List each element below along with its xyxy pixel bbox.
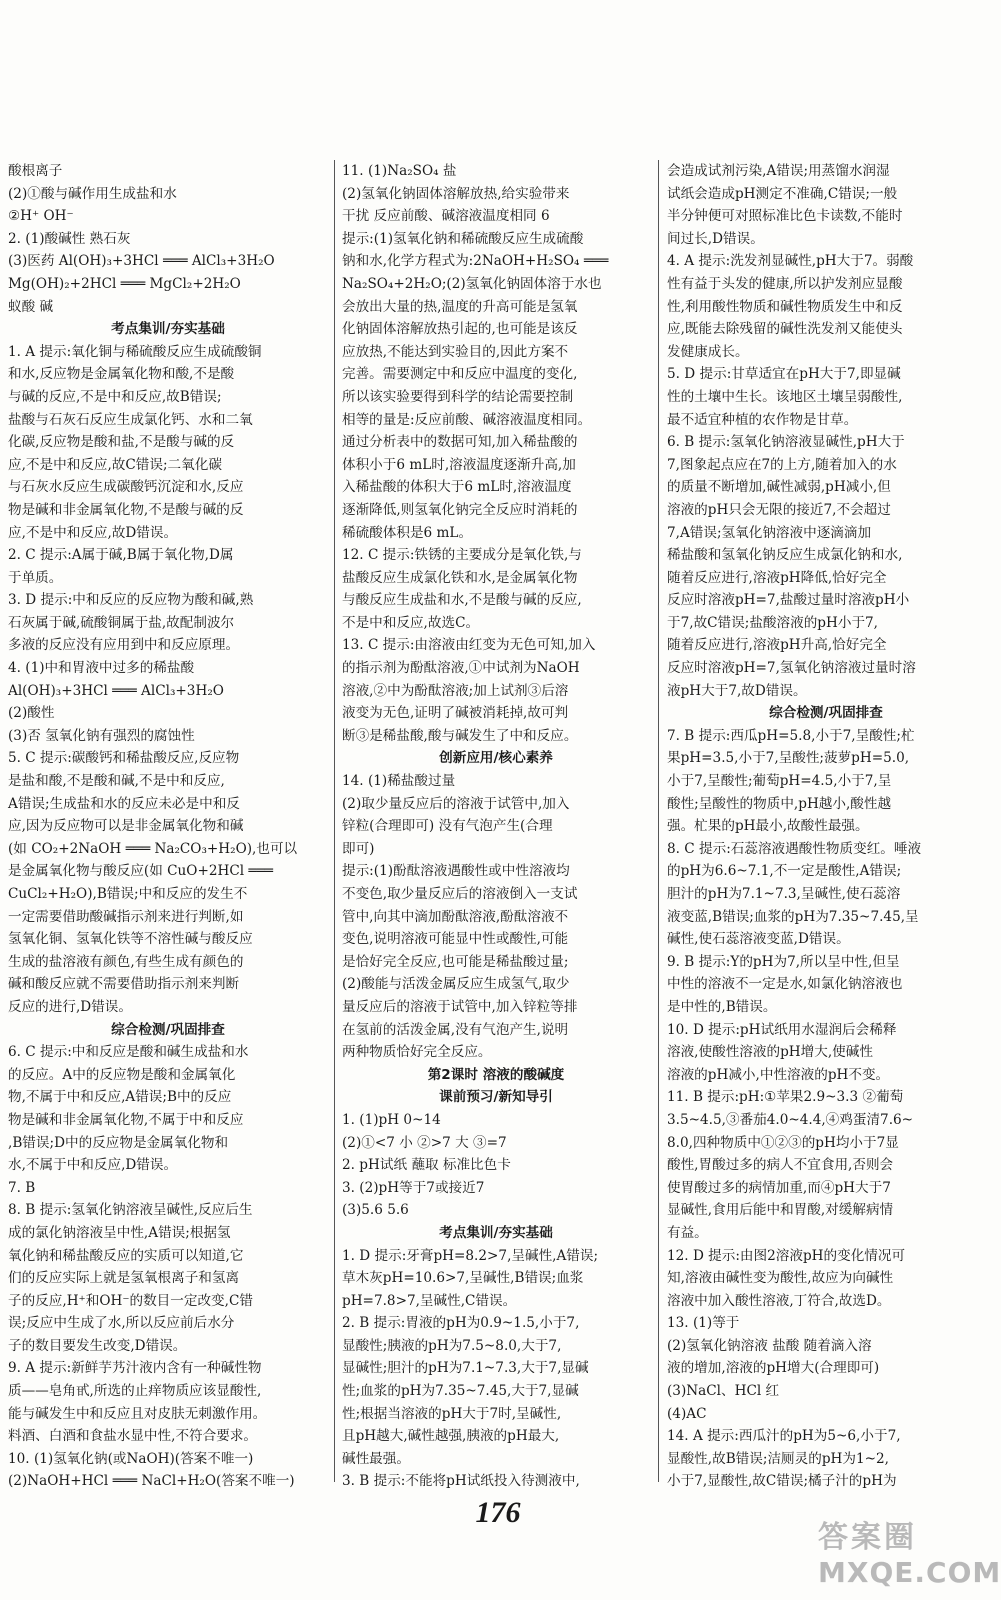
- text-line: 液pH大于7,故D错误。: [667, 682, 807, 699]
- text-line: 应,不是中和反应,故C错误;二氧化碳: [8, 456, 222, 473]
- text-line: 生成的盐溶液有颜色,有些生成有颜色的: [8, 953, 244, 970]
- text-line: 会放出大量的热,温度的升高可能是氢氧: [342, 298, 578, 315]
- text-line: 碱性最强。: [342, 1450, 410, 1467]
- text-line: 草木灰pH=10.6>7,呈碱性,B错误;血浆: [342, 1270, 584, 1287]
- text-line: 2. pH试纸 蘸取 标准比色卡: [342, 1157, 511, 1174]
- text-line: pH=7.8>7,呈碱性,C错误。: [342, 1292, 517, 1309]
- text-line: 使胃酸过多的病情加重,而④pH大于7: [667, 1179, 891, 1196]
- text-line: 7,A错误;氢氧化钠溶液中逐滴滴加: [667, 524, 872, 541]
- text-line: 盐酸反应生成氯化铁和水,是金属氧化物: [342, 569, 578, 586]
- text-line: (2)①酸与碱作用生成盐和水: [8, 185, 177, 202]
- text-line: 性;根据当溶液的pH大于7时,呈碱性,: [342, 1405, 562, 1422]
- answer-columns: [0, 160, 996, 1488]
- text-line: 且pH越大,碱性越强,胰液的pH最大,: [342, 1428, 560, 1445]
- text-line: 的质量不断增加,碱性减弱,pH减小,但: [667, 479, 891, 496]
- text-line: 管中,向其中滴加酚酞溶液,酚酞溶液不: [342, 908, 569, 925]
- text-line: 13. C 提示:由溶液由红变为无色可知,加入: [342, 637, 596, 654]
- text-line: 12. D 提示:由图2溶液pH的变化情况可: [667, 1247, 906, 1264]
- text-line: 发健康成长。: [667, 343, 749, 360]
- text-line: 体积小于6 mL时,溶液温度逐渐升高,加: [342, 456, 576, 473]
- text-line: A错误;生成盐和水的反应未必是中和反: [8, 795, 240, 812]
- text-line: 溶液的pH只会无限的接近7,不会超过: [667, 501, 891, 518]
- text-line: 在氢前的活泼金属,没有气泡产生,说明: [342, 1021, 569, 1038]
- text-line: 性的土壤中生长。该地区土壤呈弱酸性,: [667, 388, 903, 405]
- text-line: 的指示剂为酚酞溶液,①中试剂为NaOH: [342, 660, 580, 677]
- text-line: 显酸性,故B错误;洁厕灵的pH为1~2,: [667, 1450, 889, 1467]
- text-line: 试纸会造成pH测定不准确,C错误;一般: [667, 185, 898, 202]
- text-line: 反应的进行,D错误。: [8, 998, 132, 1015]
- text-line: 即可): [342, 840, 375, 857]
- text-line: 和水,反应物是金属氧化物和酸,不是酸: [8, 366, 235, 383]
- text-line: 子的反应,H⁺和OH⁻的数目一定改变,C错: [8, 1292, 253, 1309]
- text-line: 应,既能去除残留的碱性洗发剂又能使头: [667, 321, 903, 338]
- column-left: [8, 160, 328, 1490]
- text-line: 钠和水,化学方程式为:2NaOH+H₂SO₄ ═══: [342, 253, 609, 270]
- text-line: 氧化钠和稀盐酸反应的实质可以知道,它: [8, 1247, 244, 1264]
- text-line: 量反应后的溶液于试管中,加入锌粒等排: [342, 998, 578, 1015]
- text-line: 于7,故C错误;盐酸溶液的pH小于7,: [667, 614, 879, 631]
- text-line: 与碱的反应,不是中和反应,故B错误;: [8, 388, 222, 405]
- text-line: 5. C 提示:碳酸钙和稀盐酸反应,反应物: [8, 750, 240, 767]
- text-line: 是盐和酸,不是酸和碱,不是中和反应,: [8, 773, 225, 790]
- text-line: 1. A 提示:氧化铜与稀硫酸反应生成硫酸铜: [8, 343, 262, 360]
- text-line: 12. C 提示:铁锈的主要成分是氧化铁,与: [342, 547, 582, 564]
- text-line: 的pH为6.6~7.1,不一定是酸性,A错误;: [667, 863, 902, 880]
- text-line: 反应时溶液pH=7,盐酸过量时溶液pH小: [667, 592, 910, 609]
- text-line: 间过长,D错误。: [667, 230, 764, 247]
- text-line: 子的数目要发生改变,D错误。: [8, 1337, 187, 1354]
- text-line: 一定需要借助酸碱指示剂来进行判断,如: [8, 908, 244, 925]
- text-line: 碱性,使石蕊溶液变蓝,D错误。: [667, 931, 850, 948]
- text-line: 氢氧化铜、氢氧化铁等不溶性碱与酸反应: [8, 931, 253, 948]
- text-line: 1. D 提示:牙膏pH=8.2>7,呈碱性,A错误;: [342, 1247, 599, 1264]
- text-line: 显酸性;胰液的pH为7.5~8.0,大于7,: [342, 1337, 562, 1354]
- text-line: 于单质。: [8, 569, 63, 586]
- text-line: 7,图象起点应在7的上方,随着加入的水: [667, 456, 897, 473]
- text-line: 6. B 提示:氢氧化钠溶液显碱性,pH大于: [667, 434, 905, 451]
- text-line: 所以该实验要得到科学的结论需要控制: [342, 388, 574, 405]
- section-heading: 创新应用/核心素养: [439, 750, 553, 767]
- column-divider: [658, 160, 659, 1482]
- text-line: 显碱性,食用后能中和胃酸,对缓解病情: [667, 1202, 894, 1219]
- text-line: (3)NaCl、HCl 红: [667, 1383, 780, 1400]
- text-line: 水,不属于中和反应,D错误。: [8, 1157, 178, 1174]
- text-line: 14. (1)稀盐酸过量: [342, 773, 456, 790]
- text-line: (2)NaOH+HCl ═══ NaCl+H₂O(答案不唯一): [8, 1473, 295, 1490]
- text-line: 4. A 提示:洗发剂显碱性,pH大于7。弱酸: [667, 253, 914, 270]
- text-line: Na₂SO₄+2H₂O;(2)氢氧化钠固体溶于水也: [342, 275, 602, 292]
- text-line: 13. (1)等于: [667, 1315, 740, 1332]
- text-line: (2)氢氧化钠溶液 盐酸 随着滴入溶: [667, 1337, 872, 1354]
- text-line: 溶液的pH减小,中性溶液的pH不变。: [667, 1066, 890, 1083]
- text-line: 小于7,呈酸性;葡萄pH=4.5,小于7,呈: [667, 773, 892, 790]
- text-line: 10. (1)氢氧化钠(或NaOH)(答案不唯一): [8, 1450, 254, 1467]
- text-line: (3)否 氢氧化钠有强烈的腐蚀性: [8, 727, 195, 744]
- text-line: 们的反应实际上就是氢氧根离子和氢离: [8, 1270, 240, 1287]
- text-line: 最不适宜种植的农作物是甘草。: [667, 411, 858, 428]
- text-line: (2)①<7 小 ②>7 大 ③=7: [342, 1134, 507, 1151]
- text-line: 不变色,取少量反应后的溶液倒入一支试: [342, 886, 578, 902]
- text-line: 4. (1)中和胃液中过多的稀盐酸: [8, 660, 195, 677]
- text-line: 液变为无色,证明了碱被消耗掉,故可判: [342, 705, 569, 722]
- text-line: 9. A 提示:新鲜芋艿汁液内含有一种碱性物: [8, 1360, 262, 1377]
- text-line: 小于7,显酸性,故C错误;橘子汁的pH为: [667, 1473, 897, 1490]
- text-line: 能与碱发生中和反应且对皮肤无刺激作用。: [8, 1405, 267, 1422]
- column-right: [667, 160, 985, 1490]
- text-line: (4)AC: [667, 1405, 707, 1422]
- text-line: Mg(OH)₂+2HCl ═══ MgCl₂+2H₂O: [8, 275, 241, 292]
- text-line: 溶液,②中为酚酞溶液;加上试剂③后溶: [342, 682, 569, 699]
- section-heading: 课前预习/新知导引: [439, 1089, 553, 1106]
- text-line: 物,不属于中和反应,A错误;B中的反应: [8, 1089, 232, 1106]
- text-line: 蚁酸 碱: [8, 298, 54, 315]
- text-line: 随着反应进行,溶液pH降低,恰好完全: [667, 569, 887, 586]
- text-line: 反应时溶液pH=7,氢氧化钠溶液过量时溶: [667, 660, 916, 677]
- text-line: 5. D 提示:甘草适宜在pH大于7,即显碱: [667, 366, 901, 383]
- text-line: 多液的反应没有应用到中和反应原理。: [8, 637, 240, 654]
- text-line: 溶液,使酸性溶液的pH增大,使碱性: [667, 1044, 873, 1061]
- text-line: 3. D 提示:中和反应的反应物为酸和碱,熟: [8, 592, 254, 609]
- section-heading: 考点集训/夯实基础: [439, 1224, 553, 1241]
- text-line: 误;反应中生成了水,所以反应前后水分: [8, 1315, 235, 1332]
- text-line: 相等的量是:反应前酸、碱溶液温度相同。: [342, 411, 592, 428]
- watermark-url: MXQE.COM: [818, 1556, 1001, 1589]
- text-line: 应放热,不能达到实验目的,因此方案不: [342, 343, 569, 360]
- text-line: 随着反应进行,溶液pH升高,恰好完全: [667, 637, 887, 654]
- text-line: 10. D 提示:pH试纸用水湿润后会稀释: [667, 1021, 897, 1038]
- page-number: 176: [475, 1496, 521, 1529]
- text-line: 酸根离子: [8, 163, 63, 179]
- text-line: 液变蓝,B错误;血浆的pH为7.35~7.45,呈: [667, 908, 919, 925]
- text-line: 性有益于头发的健康,所以护发剂应显酸: [667, 275, 903, 292]
- text-line: (2)酸能与活泼金属反应生成氢气,取少: [342, 976, 570, 993]
- text-line: 酸性;呈酸性的物质中,pH越小,酸性越: [667, 795, 892, 812]
- text-line: (3)5.6 5.6: [342, 1202, 409, 1219]
- text-line: 14. A 提示:西瓜汁的pH为5~6,小于7,: [667, 1428, 901, 1445]
- text-line: 酸性,胃酸过多的病人不宜食用,否则会: [667, 1157, 894, 1174]
- text-line: 有益。: [667, 1224, 708, 1241]
- text-line: 中性的溶液不一定是水,如氯化钠溶液也: [667, 976, 903, 993]
- section-heading: 综合检测/巩固排查: [111, 1021, 225, 1038]
- text-line: Al(OH)₃+3HCl ═══ AlCl₃+3H₂O: [8, 682, 224, 699]
- text-line: 不是中和反应,故选C。: [342, 614, 480, 631]
- text-line: 入稀盐酸的体积大于6 mL时,溶液温度: [342, 479, 572, 496]
- text-line: 7. B: [8, 1179, 36, 1196]
- column-middle: [342, 160, 650, 1490]
- text-line: 化碳,反应物是酸和盐,不是酸与碱的反: [8, 434, 235, 451]
- text-line: 会造成试剂污染,A错误;用蒸馏水润湿: [667, 163, 890, 179]
- text-line: 变色,说明溶液可能显中性或酸性,可能: [342, 931, 569, 948]
- text-line: 石灰属于碱,硫酸铜属于盐,故配制波尔: [8, 614, 235, 631]
- text-line: 稀硫酸体积是6 mL。: [342, 524, 473, 541]
- text-line: 9. B 提示:Y的pH为7,所以呈中性,但呈: [667, 953, 900, 970]
- text-line: 成的氯化钠溶液呈中性,A错误;根据氢: [8, 1224, 231, 1241]
- text-line: (2)酸性: [8, 705, 55, 722]
- text-line: 完善。需要测定中和反应中温度的变化,: [342, 366, 578, 383]
- text-line: 知,溶液由碱性变为酸性,故应为向碱性: [667, 1270, 894, 1287]
- text-line: 是恰好完全反应,也可能是稀盐酸过量;: [342, 953, 569, 970]
- text-line: 3.5~4.5,③番茄4.0~4.4,④鸡蛋清7.6~: [667, 1111, 914, 1128]
- text-line: CuCl₂+H₂O),B错误;中和反应的发生不: [8, 886, 248, 902]
- text-line: 性,利用酸性物质和碱性物质发生中和反: [667, 298, 903, 315]
- text-line: 3. B 提示:不能将pH试纸投入待测液中,: [342, 1473, 580, 1490]
- text-line: 2. (1)酸碱性 熟石灰: [8, 230, 131, 247]
- text-line: 干扰 反应前酸、碱溶液温度相同 6: [342, 208, 550, 225]
- text-line: 化钠固体溶解放热引起的,也可能是该反: [342, 321, 578, 338]
- text-line: (2)氢氧化钠固体溶解放热,给实验带来: [342, 185, 570, 202]
- text-line: 断③是稀盐酸,酸与碱发生了中和反应。: [342, 727, 578, 744]
- text-line: 2. B 提示:胃液的pH为0.9~1.5,小于7,: [342, 1315, 580, 1332]
- text-line: 提示:(1)氢氧化钠和稀硫酸反应生成硫酸: [342, 230, 584, 247]
- watermark: [818, 1520, 1001, 1592]
- text-line: 与酸反应生成盐和水,不是酸与碱的反应,: [342, 592, 582, 609]
- text-line: 3. (2)pH等于7或接近7: [342, 1179, 485, 1196]
- section-heading: 考点集训/夯实基础: [111, 321, 225, 338]
- text-line: 是金属氧化物与酸反应(如 CuO+2HCl ═══: [8, 863, 273, 880]
- text-line: 胆汁的pH为7.1~7.3,呈碱性,使石蕊溶: [667, 886, 901, 902]
- text-line: 锌粒(合理即可) 没有气泡产生(合理: [342, 818, 553, 835]
- text-line: 性;血浆的pH为7.35~7.45,大于7,显碱: [342, 1383, 579, 1400]
- text-line: 逐渐降低,则氢氧化钠完全反应时消耗的: [342, 501, 578, 518]
- text-line: 两种物质恰好完全反应。: [342, 1044, 492, 1061]
- text-line: 提示:(1)酚酞溶液遇酸性或中性溶液均: [342, 863, 570, 880]
- text-line: 物是碱和非金属氧化物,不属于中和反应: [8, 1111, 244, 1128]
- text-line: 6. C 提示:中和反应是酸和碱生成盐和水: [8, 1044, 249, 1061]
- text-line: 的反应。A中的反应物是酸和金属氧化: [8, 1066, 236, 1083]
- text-line: ,B错误;D中的反应物是金属氧化物和: [8, 1134, 229, 1151]
- text-line: 稀盐酸和氢氧化钠反应生成氯化钠和水,: [667, 547, 903, 564]
- text-line: 果pH=3.5,小于7,呈酸性;菠萝pH=5.0,: [667, 750, 910, 767]
- text-line: 半分钟便可对照标准比色卡读数,不能时: [667, 208, 903, 225]
- text-line: 盐酸与石灰石反应生成氯化钙、水和二氧: [8, 411, 253, 428]
- watermark-text: 答案圈: [818, 1520, 917, 1555]
- text-line: 11. B 提示:pH:①苹果2.9~3.3 ②葡萄: [667, 1089, 904, 1106]
- text-line: 与石灰水反应生成碳酸钙沉淀和水,反应: [8, 479, 244, 496]
- text-line: 11. (1)Na₂SO₄ 盐: [342, 163, 457, 179]
- text-line: 应,因为反应物可以是非金属氧化物和碱: [8, 818, 244, 835]
- text-line: (3)医药 Al(OH)₃+3HCl ═══ AlCl₃+3H₂O: [8, 253, 275, 270]
- text-line: 应,不是中和反应,故D错误。: [8, 524, 178, 541]
- text-line: 显碱性;胆汁的pH为7.1~7.3,大于7,显碱: [342, 1360, 589, 1377]
- text-line: 8.0,四种物质中①②③的pH均小于7显: [667, 1134, 899, 1151]
- text-line: 强。杧果的pH最小,故酸性最强。: [667, 818, 869, 835]
- text-line: 碱和酸反应就不需要借助指示剂来判断: [8, 976, 240, 993]
- text-line: 是中性的,B错误。: [667, 998, 777, 1015]
- text-line: 料酒、白酒和食盐水显中性,不符合要求。: [8, 1428, 258, 1445]
- column-divider: [334, 160, 335, 1482]
- text-line: ②H⁺ OH⁻: [8, 208, 74, 225]
- text-line: 1. (1)pH 0~14: [342, 1111, 441, 1128]
- text-line: (2)取少量反应后的溶液于试管中,加入: [342, 795, 570, 812]
- text-line: 8. B 提示:氢氧化钠溶液呈碱性,反应后生: [8, 1202, 253, 1219]
- text-line: 8. C 提示:石蕊溶液遇酸性物质变红。唾液: [667, 840, 922, 857]
- text-line: 液的增加,溶液的pH增大(合理即可): [667, 1360, 880, 1377]
- text-line: 溶液中加入酸性溶液,丁符合,故选D。: [667, 1292, 891, 1309]
- text-line: 通过分析表中的数据可知,加入稀盐酸的: [342, 434, 578, 451]
- section-heading: 第2课时 溶液的酸碱度: [427, 1066, 565, 1083]
- section-heading: 综合检测/巩固排查: [769, 705, 883, 722]
- text-line: 物是碱和非金属氧化物,不是酸与碱的反: [8, 501, 244, 518]
- text-line: 质——皂角甙,所选的止痒物质应该显酸性,: [8, 1383, 262, 1400]
- text-line: 2. C 提示:A属于碱,B属于氧化物,D属: [8, 547, 234, 564]
- text-line: 7. B 提示:西瓜pH=5.8,小于7,呈酸性;杧: [667, 727, 915, 744]
- text-line: (如 CO₂+2NaOH ═══ Na₂CO₃+H₂O),也可以: [8, 840, 298, 857]
